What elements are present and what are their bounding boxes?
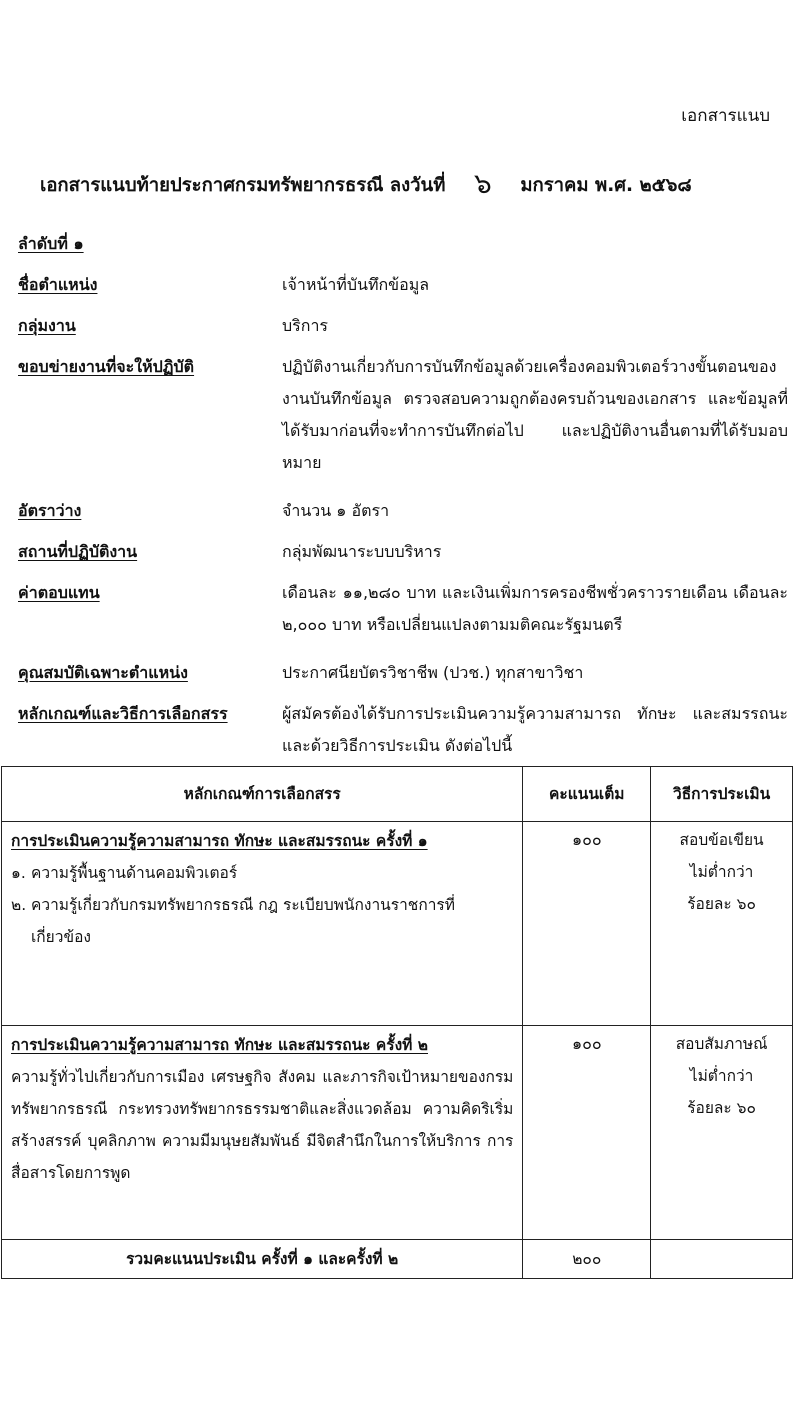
round-1-score: ๑๐๐ bbox=[523, 822, 651, 1026]
round-1-item-text: ความรู้พื้นฐานด้านคอมพิวเตอร์ bbox=[31, 864, 238, 882]
document-title bbox=[40, 160, 780, 204]
round-2-score: ๑๐๐ bbox=[523, 1026, 651, 1240]
round-1-item-number: ๒. bbox=[11, 896, 27, 914]
location-row bbox=[18, 536, 790, 568]
scope-row bbox=[18, 351, 790, 479]
qualification-value: ประกาศนียบัตรวิชาชีพ (ปวช.) ทุกสาขาวิชา bbox=[282, 663, 584, 682]
qualification-row bbox=[18, 657, 790, 689]
group-row bbox=[18, 310, 790, 342]
round-1-item-number: ๑. bbox=[11, 864, 26, 882]
round-2-method bbox=[651, 1026, 793, 1240]
scope-label: ขอบข่ายงานที่จะให้ปฏิบัติ bbox=[18, 357, 195, 376]
total-method-empty bbox=[651, 1240, 793, 1279]
round-1-item bbox=[11, 857, 513, 889]
title-row bbox=[18, 269, 790, 301]
criteria-value: ผู้สมัครต้องได้รับการประเมินความรู้ความสามารถ ทักษะ และสมรรถนะ และด้วยวิธีการประเมิน ดังต่อไปนี้ bbox=[282, 704, 788, 755]
position-title-label: ชื่อตำแหน่ง bbox=[18, 275, 98, 294]
vacancy-value: จำนวน ๑ อัตรา bbox=[282, 501, 390, 520]
header-method: วิธีการประเมิน bbox=[651, 767, 793, 822]
title-day: ๖ bbox=[473, 167, 492, 200]
position-title-value: เจ้าหน้าที่บันทึกข้อมูล bbox=[282, 275, 430, 294]
selection-criteria-table bbox=[1, 766, 793, 1279]
title-suffix: มกราคม พ.ศ. ๒๕๖๘ bbox=[520, 175, 692, 196]
vacancy-label: อัตราว่าง bbox=[18, 501, 82, 520]
round-1-method-percent: ร้อยละ ๖๐ bbox=[687, 895, 756, 913]
header-score: คะแนนเต็ม bbox=[523, 767, 651, 822]
table-header-row bbox=[2, 767, 793, 822]
table-total-row bbox=[2, 1240, 793, 1279]
criteria-row bbox=[18, 698, 790, 762]
qualification-label: คุณสมบัติเฉพาะตำแหน่ง bbox=[18, 663, 188, 682]
table-row-round-2 bbox=[2, 1026, 793, 1240]
group-label: กลุ่มงาน bbox=[18, 316, 76, 335]
position-details bbox=[18, 228, 790, 762]
location-label: สถานที่ปฏิบัติงาน bbox=[18, 542, 138, 561]
total-label: รวมคะแนนประเมิน ครั้งที่ ๑ และครั้งที่ ๒ bbox=[2, 1240, 523, 1279]
criteria-label: หลักเกณฑ์และวิธีการเลือกสรร bbox=[18, 704, 228, 723]
round-2-method-type: สอบสัมภาษณ์ bbox=[675, 1035, 768, 1053]
table-row-round-1 bbox=[2, 822, 793, 1026]
round-1-item bbox=[11, 889, 513, 953]
location-value: กลุ่มพัฒนาระบบบริหาร bbox=[282, 542, 442, 561]
round-1-method bbox=[651, 822, 793, 1026]
salary-row bbox=[18, 577, 790, 641]
round-2-heading: การประเมินความรู้ความสามารถ ทักษะ และสมรรถนะ ครั้งที่ ๒ bbox=[11, 1036, 428, 1054]
round-1-heading: การประเมินความรู้ความสามารถ ทักษะ และสมรรถนะ ครั้งที่ ๑ bbox=[11, 832, 428, 850]
total-score: ๒๐๐ bbox=[523, 1240, 651, 1279]
round-2-method-threshold: ไม่ต่ำกว่า bbox=[689, 1067, 754, 1085]
scope-value: ปฏิบัติงานเกี่ยวกับการบันทึกข้อมูลด้วยเครื่องคอมพิวเตอร์วางขั้นตอนของงานบันทึกข้อมูล ตรวจสอบความถูกต้องครบถ้วนของเอกสาร และข้อมูลที่ได้รับมาก่อนที่จะทำการบันทึกต่อไป และปฏิบัติงานอื่นตามที่ได้รับมอบหมาย bbox=[282, 357, 788, 472]
order-row bbox=[18, 228, 790, 260]
vacancy-row bbox=[18, 495, 790, 527]
round-2-body: ความรู้ทั่วไปเกี่ยวกับการเมือง เศรษฐกิจ สังคม และภารกิจเป้าหมายของกรมทรัพยากรธรณี กระทรวงทรัพยากรธรรมชาติและสิ่งแวดล้อม ความคิดริเริ่มสร้างสรรค์ บุคลิกภาพ ความมีมนุษยสัมพันธ์ มีจิตสำนึกในการให้บริการ การสื่อสารโดยการพูด bbox=[11, 1068, 514, 1182]
order-label: ลำดับที่ ๑ bbox=[18, 234, 84, 253]
round-1-method-threshold: ไม่ต่ำกว่า bbox=[689, 863, 754, 881]
round-1-method-type: สอบข้อเขียน bbox=[679, 831, 764, 849]
group-value: บริการ bbox=[282, 316, 329, 335]
round-1-item-text: ความรู้เกี่ยวกับกรมทรัพยากรธรณี กฎ ระเบียบพนักงานราชการที่เกี่ยวข้อง bbox=[31, 896, 455, 946]
salary-label: ค่าตอบแทน bbox=[18, 583, 100, 602]
round-2-method-percent: ร้อยละ ๖๐ bbox=[687, 1099, 756, 1117]
header-criteria: หลักเกณฑ์การเลือกสรร bbox=[2, 767, 523, 822]
salary-value: เดือนละ ๑๑,๒๘๐ บาท และเงินเพิ่มการครองชีพชั่วคราวรายเดือน เดือนละ ๒,๐๐๐ บาท หรือเปลี่ยนแปลงตามมติคณะรัฐมนตรี bbox=[282, 583, 788, 634]
title-prefix: เอกสารแนบท้ายประกาศกรมทรัพยากรธรณี ลงวันที่ bbox=[40, 175, 446, 196]
annex-label: เอกสารแนบ bbox=[681, 106, 770, 126]
